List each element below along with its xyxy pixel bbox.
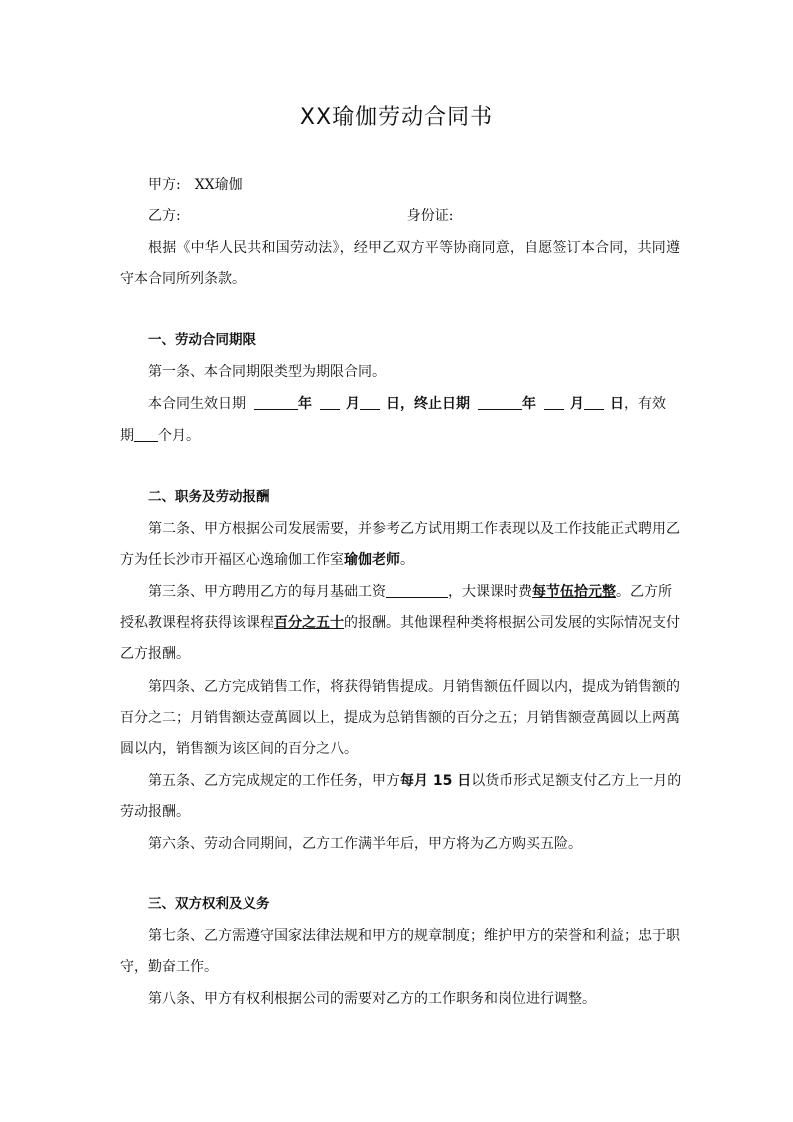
article-2-line-1: 第二条、甲方根据公司发展需要，并参考乙方试用期工作表现以及工作技能正式聘用乙 [148, 521, 680, 537]
start-month-label: 月 [346, 396, 360, 412]
private-class-share: 百分之五十 [274, 615, 344, 631]
end-day-label: 日 [610, 396, 624, 412]
article-3-text-c: 。乙方所 [616, 584, 672, 600]
section-3-heading: 三、双方权利及义务 [148, 896, 270, 912]
article-1: 第一条、本合同期限类型为期限合同。 [148, 364, 386, 380]
end-day-blank [584, 394, 604, 410]
base-salary-blank [386, 582, 448, 598]
class-fee: 每节伍拾元整 [532, 584, 616, 600]
end-month-blank [544, 394, 564, 410]
document-title: XX瑜伽劳动合同书 [299, 105, 494, 130]
article-4-line-1: 第四条、乙方完成销售工作，将获得销售提成。月销售额伍仟圆以内，提成为销售额的 [148, 679, 680, 695]
start-month-blank [320, 394, 340, 410]
start-year-label: 年 [298, 396, 312, 412]
article-7-line-1: 第七条、乙方需遵守国家法律法规和甲方的规章制度；维护甲方的荣誉和利益；忠于职 [148, 928, 680, 944]
article-3-line-3: 乙方报酬。 [120, 646, 190, 662]
article-2-line-2 [120, 549, 680, 571]
article-8: 第八条、甲方有权利根据公司的需要对乙方的工作职务和岗位进行调整。 [148, 991, 596, 1007]
end-month-label: 月 [570, 396, 584, 412]
article-5-line-1 [148, 770, 680, 792]
article-3-text-b: ，大课课时费 [448, 584, 532, 600]
start-day-blank [360, 394, 380, 410]
article-5-text-a: 第五条、乙方完成规定的工作任务，甲方 [148, 773, 400, 789]
end-year-blank [478, 394, 522, 410]
start-year-blank [254, 394, 298, 410]
article-3-line-1 [148, 581, 680, 603]
intro-line-1: 根据《中华人民共和国劳动法》，经甲乙双方平等协商同意，自愿签订本合同，共同遵 [148, 240, 680, 256]
party-b-label: 乙方: [148, 208, 181, 224]
position-title: 瑜伽老师 [344, 552, 400, 568]
pay-day: 每月 15 日 [400, 773, 472, 789]
article-2-text: 方为任长沙市开福区心逸瑜伽工作室 [120, 552, 344, 568]
article-3-text-e: 的报酬。其他课程种类将根据公司发展的实际情况支付 [344, 615, 680, 631]
section-2-heading: 二、职务及劳动报酬 [148, 489, 270, 505]
article-4-line-3: 圆以内，销售额为该区间的百分之八。 [120, 741, 358, 757]
party-a-line [148, 174, 680, 196]
term-dates-line [148, 393, 680, 415]
article-7-line-2: 守，勤奋工作。 [120, 959, 218, 975]
party-b-line [148, 205, 680, 227]
article-3-text-a: 第三条、甲方聘用乙方的每月基础工资 [148, 584, 386, 600]
article-3-line-2 [120, 612, 680, 634]
article-2-end: 。 [400, 552, 414, 568]
term-prefix: 本合同生效日期 [148, 396, 246, 412]
article-3-text-d: 授私教课程将获得该课程 [120, 615, 274, 631]
intro-line-2: 守本合同所列条款。 [120, 271, 246, 287]
end-year-label: 年 [522, 396, 536, 412]
party-a-value: XX瑜伽 [194, 177, 243, 193]
article-6: 第六条、劳动合同期间，乙方工作满半年后，甲方将为乙方购买五险。 [148, 836, 582, 852]
start-day-end-label: 日，终止日期 [386, 396, 470, 412]
section-1-heading: 一、劳动合同期限 [148, 332, 256, 348]
term-suffix: ，有效 [624, 396, 666, 412]
article-4-line-2: 百分之二；月销售额达壹萬圆以上，提成为总销售额的百分之五；月销售额壹萬圆以上两萬 [120, 710, 680, 726]
id-card-label: 身份证: [406, 208, 454, 224]
article-5-line-2: 劳动报酬。 [120, 804, 190, 820]
term-duration-suffix: 个月。 [158, 428, 200, 444]
article-5-text-b: 以货币形式足额支付乙方上一月的 [471, 773, 682, 789]
term-duration-prefix: 期 [120, 428, 134, 444]
months-blank [134, 426, 158, 442]
term-duration-line [120, 425, 680, 447]
party-a-label: 甲方: [148, 177, 181, 193]
